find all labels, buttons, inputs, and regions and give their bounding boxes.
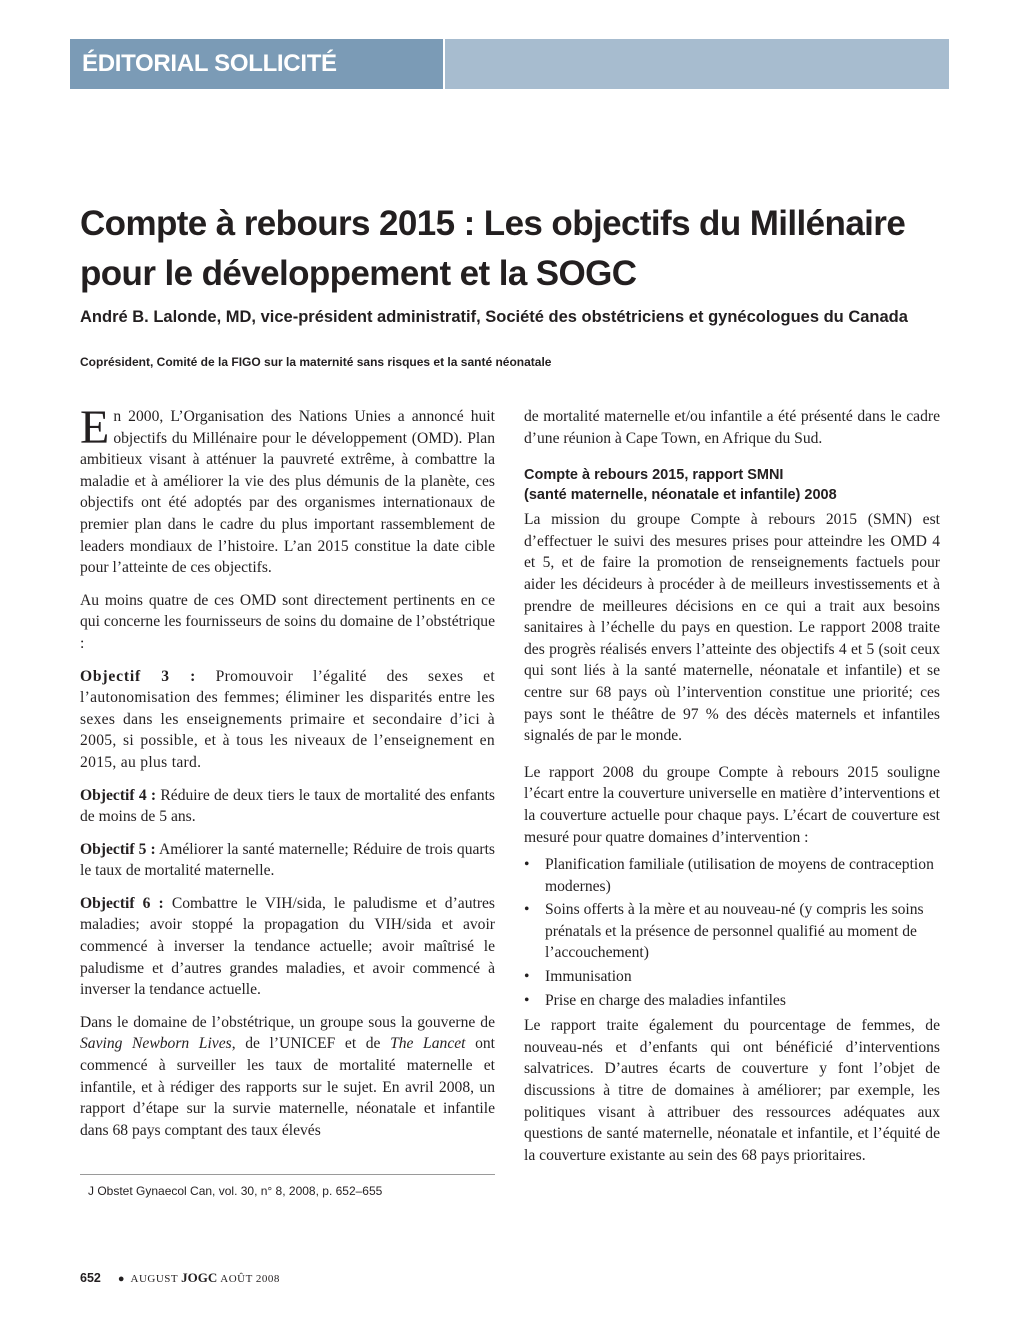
objective-text: Combattre le VIH/sida, le paludisme et d’autres maladies; avoir stoppé la propagation du VIH/sida et avoir commencé à inverser la tendance actuelle; avoir maîtrisé le paludisme et d’autres grandes maladies, et avoir commencé à inverser la tendance actuelle.: [80, 894, 496, 999]
continued-paragraph: de mortalité maternelle et/ou infantile a été présenté dans le cadre d’une réunion à Cape Town, en Afrique du Sud.: [524, 408, 940, 447]
section-label: ÉDITORIAL SOLLICITÉ: [70, 39, 443, 89]
author-line: André B. Lalonde, MD, vice-président administratif, Société des obstétriciens et gynécologues du Canada: [80, 308, 908, 326]
section-heading: [524, 465, 940, 505]
page-number: 652: [80, 1271, 101, 1285]
author-affiliation: Coprésident, Comité de la FIGO sur la maternité sans risques et la santé néonatale: [80, 355, 552, 369]
banner-fill: [445, 39, 949, 89]
drop-cap: E: [80, 401, 110, 454]
text-run: Dans le domaine de l’obstétrique, un groupe sous la gouverne de: [80, 1013, 495, 1031]
paragraph-omd: Au moins quatre de ces OMD sont directement pertinents en ce qui concerne les fournisseurs de soins du domaine de l’obstétrique :: [80, 591, 495, 652]
right-column: [524, 406, 940, 1177]
text-run: , de l’UNICEF et de: [231, 1035, 391, 1053]
intro-text: n 2000, L’Organisation des Nations Unies a annoncé huit objectifs du Millénaire pour le développement (OMD). Plan ambitieux visant à atténuer la pauvreté extrême, à combattre la maladie et à améliorer la vie des plus démunis de la planète, ces objectifs ont été adoptés par des organismes internationaux de premier plan dans le cadre du plus important rassemblement de leaders mondiaux de l’histoire. L’an 2015 constitue la date cible pour l’atteinte de ces objectifs.: [80, 408, 495, 577]
section-banner: [70, 39, 949, 89]
mission-paragraph: La mission du groupe Compte à rebours 2015 (SMN) est d’effectuer le suivi des mesures prises pour atteindre les OMD 4 et 5, et de faire la promotion de renseignements factuels pour aider les décideurs à procéder à de meilleurs investissements et à prendre de meilleures décisions en ce qui a trait aux besoins sanitaires à l’échelle du pays en question. Le rapport 2008 traite des progrès réalisés envers l’atteinte des objectifs 4 et 5 (soit ceux qui sont liés à la santé maternelle, néonatale et infantile) et se centre sur 68 pays où l’intervention constitue une priorité; ces pays sont le théâtre de 97 % des décès maternels et infantiles signalés de par le monde.: [524, 511, 940, 745]
objective-label: Objectif 6 :: [80, 894, 164, 912]
bullet-separator: ●: [117, 1273, 125, 1285]
intro-paragraph: [80, 401, 495, 579]
page-footer: [80, 1270, 280, 1286]
objective-4: [80, 785, 495, 828]
section-heading-line: (santé maternelle, néonatale et infantile) 2008: [524, 487, 837, 504]
objective-5: [80, 839, 495, 882]
objective-text: Améliorer la santé maternelle; Réduire de trois quarts le taux de mortalité maternelle.: [80, 840, 496, 880]
objective-text: Promouvoir l’égalité des sexes et l’autonomisation des femmes; éliminer les disparités entre les sexes dans les enseignements primaire et secondaire d’ici à 2005, si possible, et à tous les niveaux de l’enseignement en 2015, au plus tard.: [80, 667, 495, 771]
text-run: ont commencé à surveiller les taux de mortalité maternelle et infantile, et à rédiger des rapports sur le sujet. En avril 2008, un rapport d’étape sur la survie maternelle, néonatale et infantile dans 68 pays comptant des taux élevés: [80, 1035, 496, 1139]
journal-citation: J Obstet Gynaecol Can, vol. 30, n° 8, 2008, p. 652–655: [88, 1184, 383, 1198]
report-paragraph: Le rapport traite également du pourcentage de femmes, de nouveau-nés et d’enfants qui ont bénéficié d’interventions salvatrices. D’autres écarts de couverture y font l’objet de discussions à titre de domaines à améliorer; par exemple, les politiques visant à attribuer des ressources adéquates aux questions de santé maternelle, néonatale et infantile, et l’équité de la couverture existante au sein des 68 pays prioritaires.: [524, 1017, 940, 1164]
list-item: • Planification familiale (utilisation de moyens de contraception modernes): [524, 854, 940, 897]
italic-the-lancet: The Lancet: [390, 1035, 466, 1053]
footer-month-fr: AOÛT 2008: [220, 1273, 280, 1285]
journal-name: JOGC: [181, 1270, 218, 1285]
objective-text: Réduire de deux tiers le taux de mortalité des enfants de moins de 5 ans.: [80, 786, 495, 826]
article-title: Compte à rebours 2015 : Les objectifs du Millénaire pour le développement et la SOGC: [80, 204, 906, 293]
list-item: • Soins offerts à la mère et au nouveau-né (y compris les soins prénatals et la présence de personnel qualifié au moment de l’accouchement): [524, 899, 940, 964]
objective-label: Objectif 4 :: [80, 786, 157, 804]
objective-6: [80, 893, 495, 1001]
objective-3: [80, 666, 495, 774]
list-item: • Prise en charge des maladies infantiles: [524, 990, 940, 1012]
left-column: [80, 401, 496, 1152]
section-heading-line: Compte à rebours 2015, rapport SMNI: [524, 467, 784, 484]
paragraph-obstetrics: [80, 1012, 495, 1142]
italic-saving-newborn-lives: Saving Newborn Lives: [80, 1035, 232, 1053]
objective-label: Objectif 5 :: [80, 840, 156, 858]
coverage-paragraph: Le rapport 2008 du groupe Compte à rebours 2015 souligne l’écart entre la couverture universelle en matière d’interventions et la couverture actuelle pour chaque pays. L’écart de couverture est mesuré pour quatre domaines d’intervention :: [524, 763, 940, 846]
footnote-divider: [80, 1174, 495, 1175]
list-item: • Immunisation: [524, 966, 940, 988]
intervention-list: [524, 854, 940, 1011]
objective-label: Objectif 3 :: [80, 667, 197, 685]
footer-month-en: AUGUST: [130, 1273, 179, 1285]
